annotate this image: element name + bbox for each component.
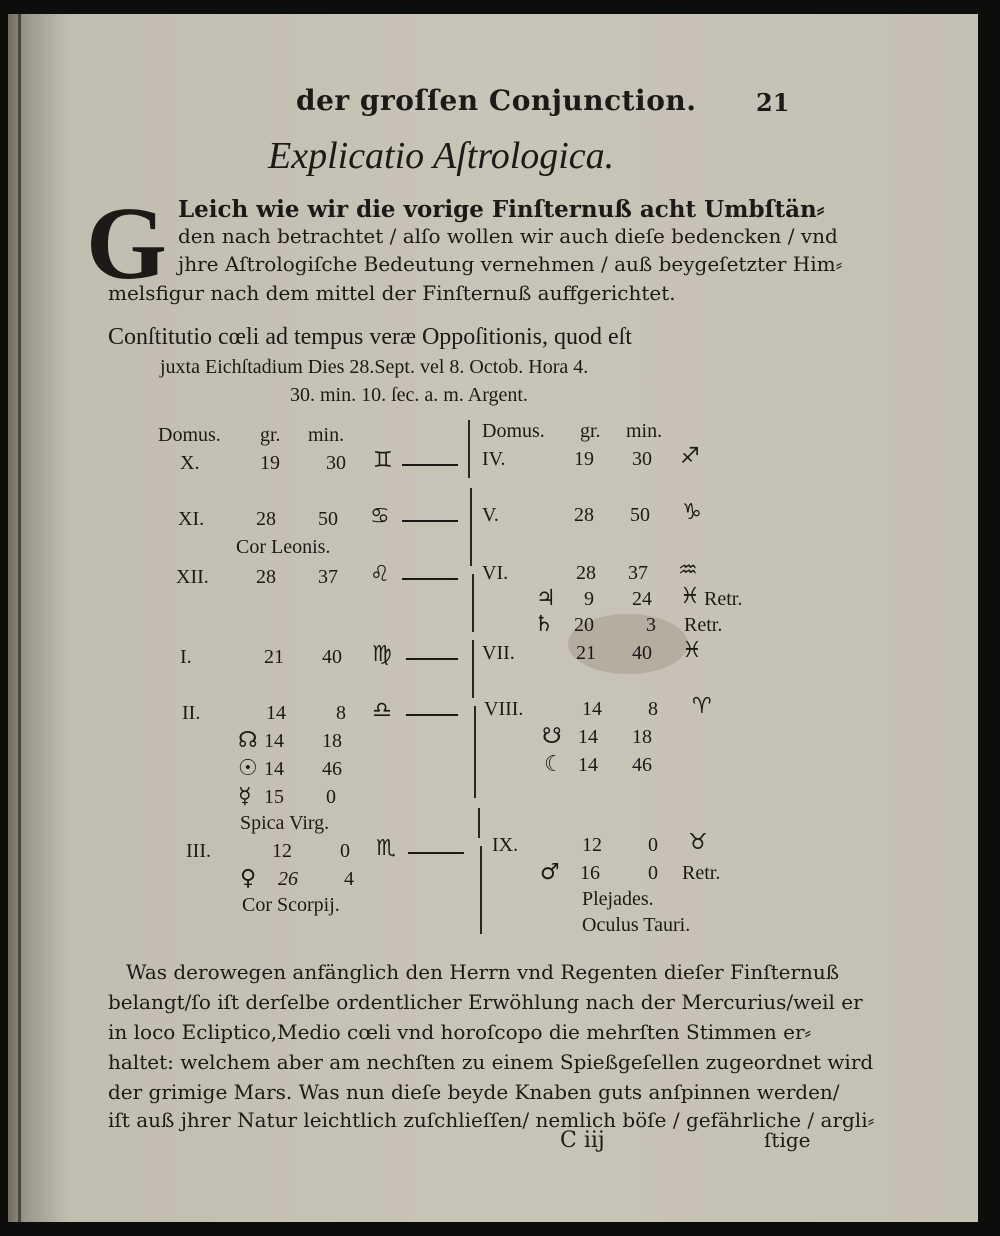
- left-row-domus: I.: [180, 646, 192, 668]
- body-line-3: in loco Ecliptico,Medio cœli vnd horoſcopo die mehrſten Stimmen er⸗: [108, 1020, 812, 1044]
- right-header-gr: gr.: [580, 420, 601, 442]
- right-row-min: 37: [628, 562, 648, 584]
- right-row-gr: 14: [582, 698, 602, 720]
- left-row-min: 0: [340, 840, 350, 862]
- body-line-1: Was derowegen anfänglich den Herrn vnd Regenten dieſer Finſternuß: [126, 960, 840, 984]
- right-row-gr: 9: [584, 588, 594, 610]
- left-header-gr: gr.: [260, 424, 281, 446]
- cancer-icon: ♋: [370, 504, 390, 529]
- right-row-domus: IX.: [492, 834, 519, 856]
- right-header-domus: Domus.: [482, 420, 545, 442]
- right-row-min: 8: [648, 698, 658, 720]
- right-row-domus: VIII.: [484, 698, 524, 720]
- retrograde-note: Retr.: [682, 862, 721, 884]
- left-row-domus: II.: [182, 702, 201, 724]
- constitutio-line-1: Conſtitutio cœli ad tempus veræ Oppoſitionis, quod eſt: [108, 324, 632, 350]
- capricorn-icon: ♑: [682, 500, 702, 525]
- right-row-min: 30: [632, 448, 652, 470]
- left-row-gr: 15: [264, 786, 284, 808]
- table-divider: [472, 574, 474, 632]
- left-row-gr: 28: [256, 508, 276, 530]
- left-note: Cor Leonis.: [236, 536, 331, 558]
- right-row-domus: VI.: [482, 562, 509, 584]
- table-divider: [472, 640, 474, 698]
- aquarius-icon: ♒: [678, 558, 698, 583]
- table-rule: [402, 520, 458, 522]
- right-row-gr: 14: [578, 726, 598, 748]
- left-row-min: 37: [318, 566, 338, 588]
- right-note: Plejades.: [582, 888, 654, 910]
- left-row-gr: 12: [272, 840, 292, 862]
- virgo-icon: ♍: [372, 642, 392, 667]
- right-header-min: min.: [626, 420, 663, 442]
- table-divider: [478, 808, 480, 838]
- table-divider: [468, 420, 470, 478]
- right-row-min: 0: [648, 862, 658, 884]
- taurus-icon: ♉: [688, 830, 708, 855]
- left-row-min: 18: [322, 730, 342, 752]
- table-divider: [470, 488, 472, 566]
- retrograde-note: Retr.: [704, 588, 743, 610]
- left-row-min: 4: [344, 868, 354, 890]
- running-title: der groſſen Conjunction.: [296, 84, 697, 117]
- right-row-gr: 19: [574, 448, 594, 470]
- sun-icon: ☉: [238, 756, 258, 781]
- mars-icon: ♂: [540, 860, 560, 885]
- page-number: 21: [756, 88, 790, 117]
- left-row-gr: 14: [266, 702, 286, 724]
- body-line-5: der grimige Mars. Was nun dieſe beyde Knaben guts anſpinnen werden/: [108, 1080, 840, 1104]
- left-row-min: 40: [322, 646, 342, 668]
- left-row-gr: 26: [278, 868, 298, 890]
- right-row-domus: VII.: [482, 642, 515, 664]
- constitutio-line-2: juxta Eichſtadium Dies 28.Sept. vel 8. Octob. Hora 4.: [160, 356, 589, 378]
- left-row-min: 0: [326, 786, 336, 808]
- right-row-gr: 28: [576, 562, 596, 584]
- scorpio-icon: ♏: [376, 836, 396, 861]
- right-row-gr: 14: [578, 754, 598, 776]
- north-node-icon: ☊: [238, 728, 258, 753]
- right-row-min: 50: [630, 504, 650, 526]
- constitutio-line-3: 30. min. 10. ſec. a. m. Argent.: [290, 384, 528, 406]
- leo-icon: ♌: [370, 562, 390, 587]
- gemini-icon: ♊: [373, 448, 393, 473]
- right-row-domus: V.: [482, 504, 499, 526]
- left-row-min: 46: [322, 758, 342, 780]
- left-note: Spica Virg.: [240, 812, 330, 834]
- left-row-min: 30: [326, 452, 346, 474]
- drop-cap: G: [86, 186, 167, 301]
- right-row-min: 0: [648, 834, 658, 856]
- right-row-gr: 21: [576, 642, 596, 664]
- intro-line-4: melsfigur nach dem mittel der Finſternuß auffgerichtet.: [108, 281, 676, 305]
- pisces-icon: ♓: [680, 584, 700, 609]
- left-row-domus: X.: [180, 452, 200, 474]
- right-row-min: 3: [646, 614, 656, 636]
- retrograde-note: Retr.: [684, 614, 723, 636]
- mercury-icon: ☿: [238, 784, 252, 809]
- left-row-domus: III.: [186, 840, 211, 862]
- left-row-gr: 28: [256, 566, 276, 588]
- left-header-min: min.: [308, 424, 345, 446]
- right-row-gr: 28: [574, 504, 594, 526]
- venus-icon: ♀: [240, 866, 257, 891]
- right-row-gr: 20: [574, 614, 594, 636]
- left-row-gr: 14: [264, 730, 284, 752]
- left-row-domus: XII.: [176, 566, 209, 588]
- jupiter-icon: ♃: [536, 586, 556, 611]
- intro-line-2: den nach betrachtet / alſo wollen wir auch dieſe bedencken / vnd: [178, 224, 838, 248]
- left-row-gr: 21: [264, 646, 284, 668]
- body-line-4: haltet: welchem aber am nechſten zu einem Spießgeſellen zugeordnet wird: [108, 1050, 874, 1074]
- aries-icon: ♈: [692, 694, 712, 719]
- table-rule: [402, 464, 458, 466]
- table-rule: [402, 578, 458, 580]
- right-row-gr: 16: [580, 862, 600, 884]
- signature-mark: C iij: [560, 1128, 605, 1153]
- body-line-6: iſt auß jhrer Natur leichtlich zuſchlieſſen/ nemlich böſe / gefährliche / argli⸗: [108, 1108, 875, 1132]
- right-row-min: 18: [632, 726, 652, 748]
- right-note: Oculus Tauri.: [582, 914, 691, 936]
- left-row-gr: 19: [260, 452, 280, 474]
- intro-line-1: Leich wie wir die vorige Finſternuß acht Umbſtän⸗: [178, 196, 825, 223]
- section-title: Explicatio Aſtrologica.: [268, 135, 615, 177]
- left-note: Cor Scorpij.: [242, 894, 340, 916]
- moon-icon: ☾: [544, 752, 564, 777]
- right-row-gr: 12: [582, 834, 602, 856]
- catchword: ſtige: [764, 1128, 811, 1152]
- south-node-icon: ☋: [542, 724, 562, 749]
- right-row-domus: IV.: [482, 448, 506, 470]
- intro-line-3: jhre Aſtrologiſche Bedeutung vernehmen / auß beygeſetzter Him⸗: [178, 252, 843, 276]
- table-rule: [406, 714, 458, 716]
- left-row-min: 8: [336, 702, 346, 724]
- left-row-gr: 14: [264, 758, 284, 780]
- table-rule: [408, 852, 464, 854]
- right-row-min: 46: [632, 754, 652, 776]
- right-row-min: 40: [632, 642, 652, 664]
- libra-icon: ♎: [372, 698, 392, 723]
- table-divider: [480, 846, 482, 934]
- table-divider: [474, 706, 476, 798]
- body-line-2: belangt/ſo iſt derſelbe ordentlicher Erwöhlung nach der Mercurius/weil er: [108, 990, 863, 1014]
- pisces-icon: ♓: [682, 638, 702, 663]
- binding-gutter: [18, 14, 21, 1222]
- right-row-min: 24: [632, 588, 652, 610]
- left-row-domus: XI.: [178, 508, 205, 530]
- book-page: [8, 14, 978, 1222]
- sagittarius-icon: ♐: [680, 444, 700, 469]
- left-row-min: 50: [318, 508, 338, 530]
- left-header-domus: Domus.: [158, 424, 221, 446]
- table-rule: [406, 658, 458, 660]
- saturn-icon: ♄: [534, 612, 554, 637]
